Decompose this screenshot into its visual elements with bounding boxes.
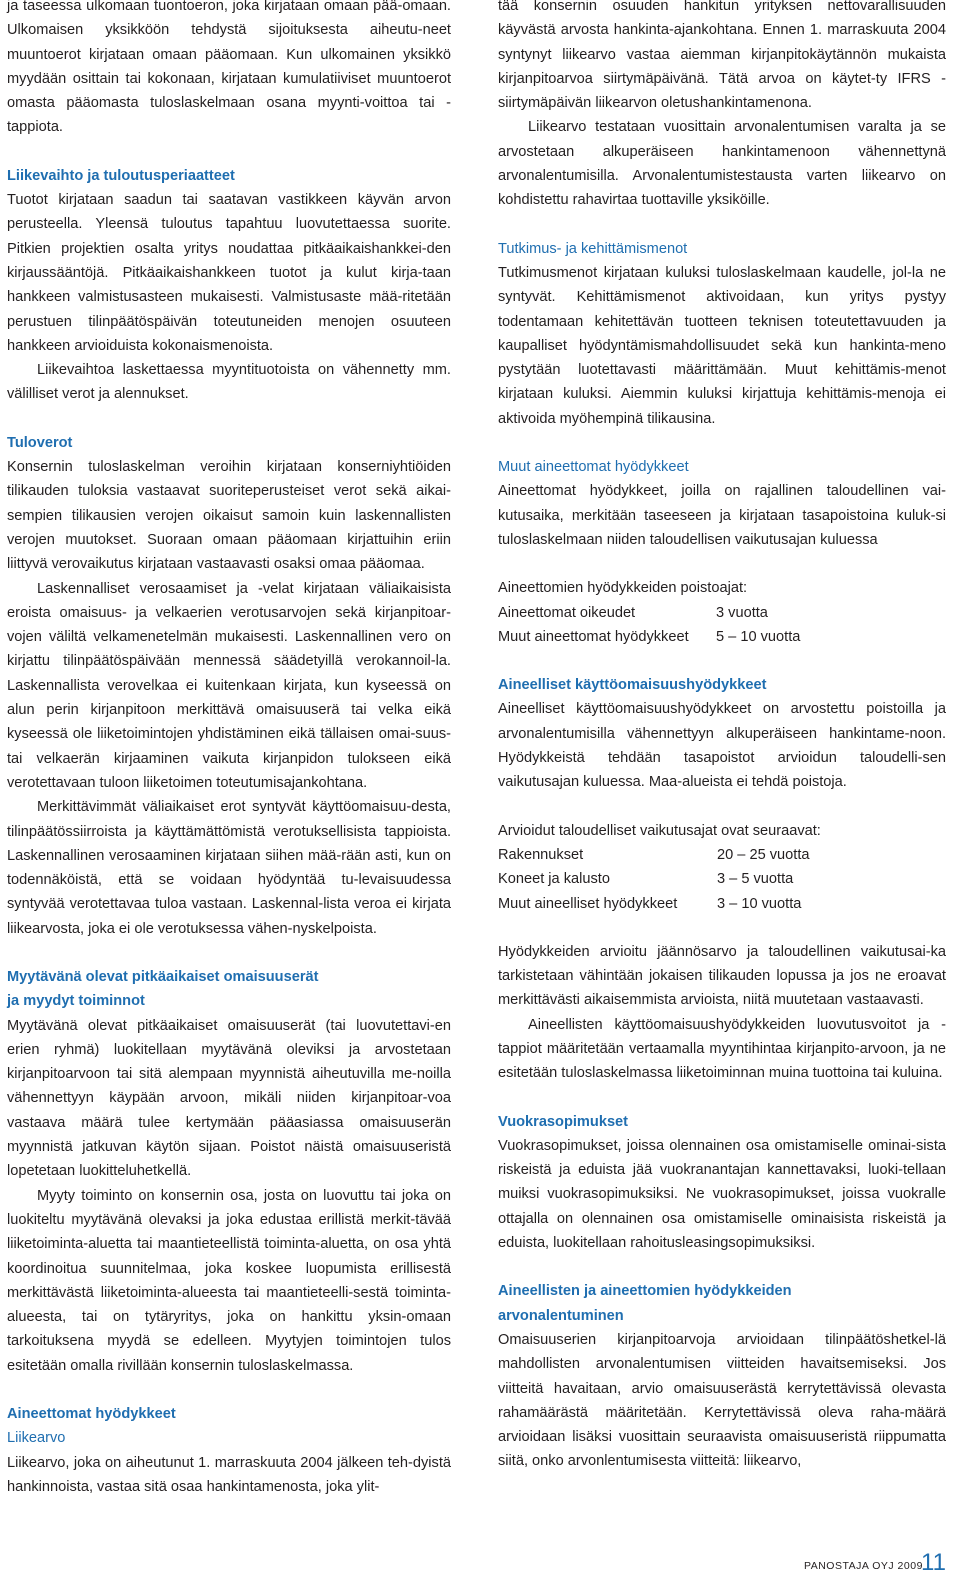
right-column <box>498 0 946 1474</box>
heading-income-taxes: Tuloverot <box>7 434 73 451</box>
table-row <box>498 601 946 625</box>
heading-held-for-sale-1: Myytävänä olevat pitkäaikaiset omaisuuserät <box>7 968 319 985</box>
paragraph-held-1: Myytävänä olevat pitkäaikaiset omaisuuserät (tai luovutettavi-en erien ryhmä) luokitellaan myytävänä oleviksi ja arvostetaan kirjanpitoarvoon tai sitä alempaan myynnistä aiheutuvilla me-noilla vähennettyyn käypään arvoon, mikäli niiden kirjanpitoar-voa vastaava määrä tulee kertymään pääasiassa omaisuuserän myynnistä jatkuvan käytön sijaan. Poistot näistä omaisuuseristä lopetetaan luokitteluhetkellä. <box>7 1017 451 1180</box>
heading-leases: Vuokrasopimukset <box>498 1113 629 1130</box>
paragraph-goodwill-2: Liikearvo testataan vuosittain arvonalentumisen varalta ja se arvostetaan alkuperäiseen hankintamenoon vähennettynä arvonalentumisilla. Arvonalentumistestausta varten liikearvo on kohdistettu rahavirtaa tuottaville yksiköille. <box>498 119 946 209</box>
table-cell-item: Rakennukset <box>498 846 584 863</box>
paragraph-tax-2: Laskennalliset verosaamiset ja -velat kirjataan väliaikaisista eroista omaisuus- ja velkaerien verotusarvojen sekä kirjanpitoar-vojen väliltä velkamenetelmän mukaisesti. Laskennallinen vero on kirjattu tilinpäätöspäivään mennessä säädetyillä verokannoil-la. Laskennallista verovelkaa ei kuitenkaan kirjata, kun kyseessä on alun perin kirjanpitoon merkittävä omaisuuserä tai velka eikä kyseessä ole liiketoimintojen yhdistäminen eikä tällaisen omai-suus- tai velkaerän kirjaaminen vaikuta kirjanpidon tulokseen eikä verotettavaan tuloon liiketoimen toteutumisajankohtana. <box>7 580 451 791</box>
subheading-rnd: Tutkimus- ja kehittämismenot <box>498 240 688 257</box>
useful-life-intro: Arvioidut taloudelliset vaikutusajat ovat seuraavat: <box>498 822 821 839</box>
heading-impairment-2: arvonalentuminen <box>498 1307 624 1324</box>
paragraph-goodwill-cont: tää konsernin osuuden hankitun yrityksen nettovarallisuuden käyvästä arvosta hankinta-ajankohtana. Ennen 1. marraskuuta 2004 syntynyt liikearvo vastaa aiemman kirjanpitokäytännön mukaista kirjanpitoarvoa siirtymäpäivänä. Tätä arvoa on käytet-ty IFRS -siirtymäpäivän liikearvon oletushankintamenona. <box>498 0 946 112</box>
paragraph-impairment-1: Omaisuuserien kirjanpitoarvoja arvioidaan tilinpäätöshetkel-lä mahdollisten arvonalentumisen viitteiden havaitsemiseksi. Jos viitteitä havaitaan, arvio omaisuuserästä kerrytettävissä olevasta rahamäärästä määritetään. Kerrytettävissä oleva raha-määrä arvioidaan lisäksi vuosittain seuraavista omaisuuseristä riippumatta siitä, onko arvonlentumisesta viitteitä: liikearvo, <box>498 1331 946 1470</box>
table-row <box>498 625 946 649</box>
subheading-other-intangibles: Muut aineettomat hyödykkeet <box>498 459 689 476</box>
heading-ppe: Aineelliset käyttöomaisuushyödykkeet <box>498 677 767 694</box>
paragraph-other-1: Aineettomat hyödykkeet, joilla on rajallinen taloudellinen vai-kutusaika, merkitään taseeseen ja kirjataan tasapoistoina kuluk-si tuloslaskelmaan niiden taloudellisen vaikutusajan kuluessa <box>498 483 946 548</box>
paragraph-held-2: Myyty toiminto on konsernin osa, josta on luovuttu tai joka on luokiteltu myytävänä olevaksi ja joka edustaa erillistä merkit-tävää liiketoiminta-aluetta tai maantieteellistä toiminta-aluetta, on osa yhtä koordinoitua suunnitelmaa, joka koskee luopumista erillisestä merkittävästä liiketoiminta-alueesta tai maantieteelli-sestä toiminta-alueesta, tai on tytäryritys, joka on hankittu yksin-omaan tarkoituksena myydä se edelleen. Myytyjen toimintojen tulos esitetään omalla rivillään konsernin tuloslaskelmassa. <box>7 1187 451 1374</box>
paragraph-ppe-1: Aineelliset käyttöomaisuushyödykkeet on arvostettu poistoilla ja arvonalentumisilla vähennettyyn alkuperäiseen hankintame-noon. Hyödykkeistä tehdään tasapoistot arvioidun taloudelli-sen vaikutusajan kuluessa. Maa-alueista ei tehdä poistoja. <box>498 701 946 791</box>
table-cell-item: Koneet ja kalusto <box>498 871 610 888</box>
heading-intangible-assets: Aineettomat hyödykkeet <box>7 1406 176 1423</box>
paragraph-goodwill-1: Liikearvo, joka on aiheutunut 1. marraskuuta 2004 jälkeen teh-dyistä hankinnoista, vastaa sitä osaa hankintamenosta, joka ylit- <box>7 1454 451 1495</box>
page-footer <box>804 1549 954 1582</box>
paragraph-intro: ja taseessa ulkomaan tuontoeron, joka kirjataan omaan pää-omaan. Ulkomaisen yksikköön tehdystä sijoituksesta aiheutu-neet muuntoerot kirjataan omaan pääomaan. Kun ulkomainen yksikkö myydään osittain tai kokonaan, kirjataan kumulatiiviset muuntoerot omasta pääomasta tuloslaskelmaan osana myynti-voittoa tai -tappiota. <box>7 0 451 136</box>
left-column <box>7 0 451 1499</box>
paragraph-ppe-3: Aineellisten käyttöomaisuushyödykkeiden luovutusvoitot ja -tappiot määritetään vertaamalla myyntihintaa kirjanpito-arvoon, ja ne esitetään tuloslaskelmassa liiketoiminnan muina tuottoina tai kuluina. <box>498 1016 946 1082</box>
depreciation-intro: Aineettomien hyödykkeiden poistoajat: <box>498 580 748 597</box>
table-cell-item: Muut aineelliset hyödykkeet <box>498 895 678 912</box>
table-cell-item: Muut aineettomat hyödykkeet <box>498 628 689 645</box>
paragraph-rnd-1: Tutkimusmenot kirjataan kuluksi tuloslaskelmaan kaudelle, jol-la ne syntyvät. Kehittämismenot aktivoidaan, kun yritys pystyy todentamaan kehitettävän tuotteen teknisen toteutettavuuden ja kaupalliset hyödyntämismahdollisuudet sekä kun hankinta-meno pystytään luotettavasti määrittämään. Muut kehittämis-menot kirjataan kuluksi. Aiemmin kuluksi kirjattuja kehittämis-menoja ei aktivoida myöhempinä tilikausina. <box>498 264 946 427</box>
paragraph-revenue-2: Liikevaihtoa laskettaessa myyntituotoista on vähennetty mm. välilliset verot ja alennukset. <box>7 362 451 403</box>
table-row <box>498 867 946 891</box>
heading-impairment-1: Aineellisten ja aineettomien hyödykkeiden <box>498 1283 792 1300</box>
table-row <box>498 843 946 867</box>
table-row <box>498 892 946 916</box>
footer-company-label: PANOSTAJA OYJ 2009 <box>804 1560 923 1572</box>
table-cell-item: Aineettomat oikeudet <box>498 604 636 621</box>
paragraph-tax-3: Merkittävimmät väliaikaiset erot syntyvät käyttöomaisuu-desta, tilinpäätössiirroista ja käyttämättömistä verotuksellisista tappioista. Laskennallinen verosaaminen kirjataan siihen mää-rään asti, kun on todennäköistä, että se voidaan hyödyntää tu-levaisuudessa syntyvää verotettavaa tuloa vastaan. Laskennal-lista veroa ei kirjata liikearvosta, joka ei ole verotuksessa vähen-nyskelpoista. <box>7 799 451 937</box>
paragraph-revenue-1: Tuotot kirjataan saadun tai saatavan vastikkeen käyvän arvon perusteella. Yleensä tuloutus tapahtuu luovutettaessa suorite. Pitkien projektien osalta yritys noudattaa pitkäaikaishankkei-den kirjaussääntöjä. Pitkäaikaishankkeen tuotot ja kulut kirja-taan hankkeen valmistusasteen mukaisesti. Valmistusaste mää-ritetään perustuen tilinpäätöspäivän toteutuneiden menojen osuuteen hankkeen arvioiduista kokonaismenoista. <box>7 192 451 354</box>
heading-revenue: Liikevaihto ja tuloutusperiaatteet <box>7 167 235 184</box>
table-cell-period: 3 – 10 vuotta <box>717 895 802 912</box>
paragraph-ppe-2: Hyödykkeiden arvioitu jäännösarvo ja taloudellinen vaikutusai-ka tarkistetaan vähintään jokaisen tilikauden lopussa ja jos ne eroavat merkittävästi aikaisemmista arvioista, niitä muutetaan vastaavasti. <box>498 943 946 1009</box>
paragraph-lease-1: Vuokrasopimukset, joissa olennainen osa omistamiselle ominai-sista riskeistä ja eduista jää vuokranantajan kannettavaksi, luoki-tellaan muiksi vuokrasopimuksiksi. Ne vuokrasopimukset, joissa vuokralle ottajalla on olennainen osa omistamiselle ominaisista riskeistä ja eduista, luokitellaan rahoitusleasingsopimuksiksi. <box>498 1137 946 1252</box>
intangible-depreciation-table <box>498 601 946 650</box>
table-cell-period: 20 – 25 vuotta <box>717 846 810 863</box>
table-cell-period: 3 vuotta <box>716 604 768 621</box>
page-number: 11 <box>921 1549 946 1576</box>
subheading-goodwill: Liikearvo <box>7 1430 66 1447</box>
table-cell-period: 3 – 5 vuotta <box>717 871 794 888</box>
table-cell-period: 5 – 10 vuotta <box>716 628 801 645</box>
heading-held-for-sale-2: ja myydyt toiminnot <box>7 993 145 1010</box>
useful-life-table <box>498 843 946 916</box>
paragraph-tax-1: Konsernin tuloslaskelman veroihin kirjataan konserniyhtiöiden tilikauden tuloksia vastaavat suoriteperusteiset verot sekä aikai-sempien tilikausien verojen oikaisut samoin kuin laskennallisten verojen muutokset. Suoraan omaan pääomaan kirjattuihin eriin liittyvä verovaikutus kirjataan vastaavasti osaksi omaa pääomaa. <box>7 459 451 573</box>
